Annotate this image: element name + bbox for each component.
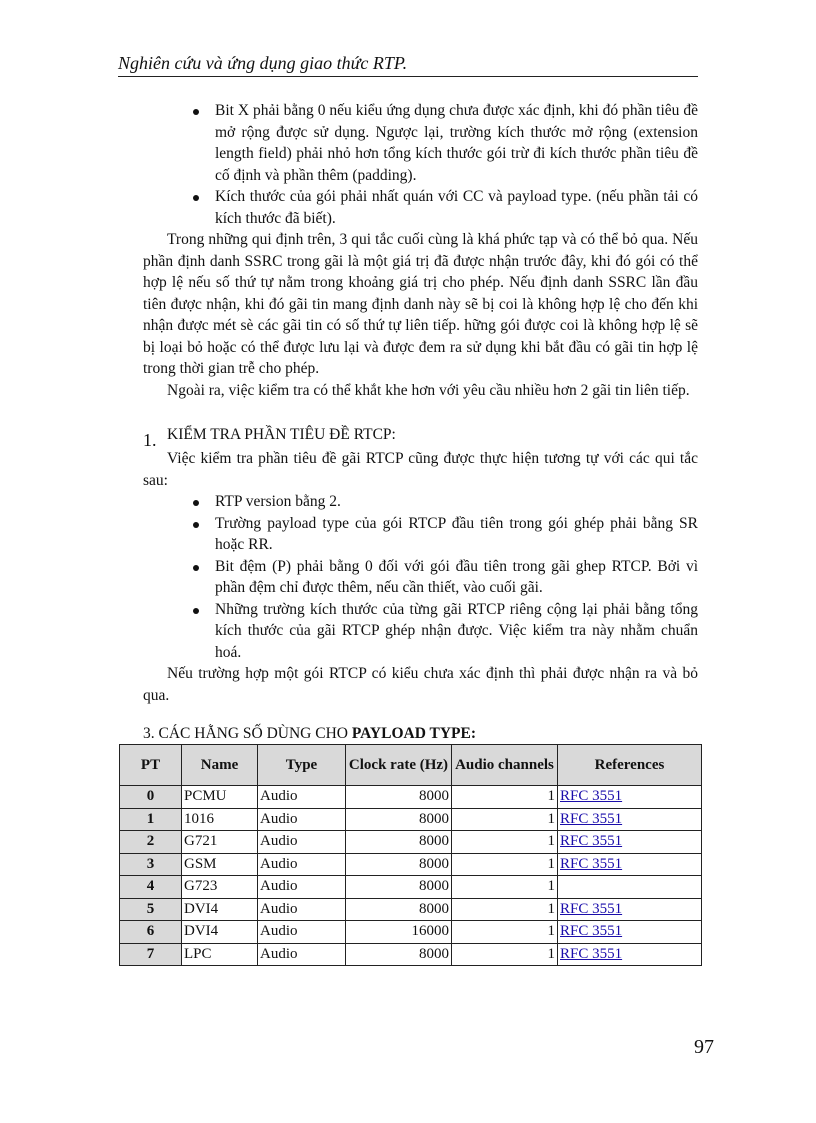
cell-name: G721	[182, 831, 258, 854]
reference-link[interactable]: RFC 3551	[560, 810, 623, 827]
cell-type: Audio	[258, 921, 346, 944]
list-item	[143, 599, 698, 664]
cell-type: Audio	[258, 898, 346, 921]
table-caption-prefix: 3. CÁC HẰNG SỐ DÙNG CHO	[143, 725, 348, 742]
page-header-title: Nghiên cứu và ứng dụng giao thức RTP.	[118, 53, 408, 73]
cell-clock-rate: 8000	[346, 943, 452, 966]
section-number: 1.	[143, 430, 157, 450]
cell-reference	[558, 921, 702, 944]
cell-reference	[558, 943, 702, 966]
cell-clock-rate: 8000	[346, 808, 452, 831]
paragraph-rules-complexity: Trong những qui định trên, 3 qui tắc cuối cùng là khá phức tạp và có thể bỏ qua. Nếu phần định danh SSRC trong gãi là một giá trị đã được nhận trước đây, khi đó gói có thể hợp lệ nếu số thứ tự nằm trong khoảng giá trị cho phép. Nếu định danh SSRC lần đầu tiên được nhận, khi đó gãi tin mang định danh này sẽ bị coi là không hợp lệ cho đến khi nhận được mét sè các gãi tin có số thứ tự liên tiếp. hững gói được coi là không hợp lệ sẽ bị loại bỏ hoặc có thể được lưu lại và được đem ra sử dụng khi bắt đầu có gãi tin hợp lệ trong thời gian trễ cho phép.	[143, 231, 698, 377]
cell-clock-rate: 8000	[346, 786, 452, 809]
column-header-pt: PT	[120, 745, 182, 786]
header-rule	[118, 76, 698, 77]
cell-reference	[558, 808, 702, 831]
list-item-text: Bit đệm (P) phải bằng 0 đối với gói đầu tiên trong gãi ghep RTCP. Bởi vì phần đệm chỉ được thêm, nếu cần thiết, vào cuối gãi.	[215, 557, 698, 596]
table-row	[120, 943, 702, 966]
cell-pt: 0	[120, 786, 182, 809]
cell-audio-channels: 1	[452, 853, 558, 876]
reference-link[interactable]: RFC 3551	[560, 833, 623, 849]
list-item-text: Những trường kích thước của từng gãi RTCP riêng cộng lại phải bằng tổng kích thước của gãi RTCP ghép nhận được. Việc kiểm tra này nhằm chuẩn hoá.	[215, 600, 698, 661]
paragraph-strict-check: Ngoài ra, việc kiểm tra có thể khắt khe hơn với yêu cầu nhiều hơn 2 gãi tin liên tiếp.	[167, 381, 690, 399]
table-body	[120, 786, 702, 966]
cell-pt: 4	[120, 876, 182, 899]
list-item	[143, 491, 698, 513]
cell-clock-rate: 8000	[346, 853, 452, 876]
document-body	[140, 100, 698, 966]
cell-type: Audio	[258, 808, 346, 831]
reference-link[interactable]: RFC 3551	[560, 900, 623, 917]
bullet-icon	[193, 109, 199, 115]
cell-clock-rate: 8000	[346, 831, 452, 854]
column-header-references: References	[558, 745, 702, 786]
table-row	[120, 876, 702, 899]
cell-type: Audio	[258, 876, 346, 899]
cell-audio-channels: 1	[452, 943, 558, 966]
list-item	[143, 513, 698, 556]
cell-clock-rate: 8000	[346, 876, 452, 899]
list-item-text: Bit X phải bằng 0 nếu kiểu ứng dụng chưa được xác định, khi đó phần tiêu đề mở rộng được sử dụng. Ngược lại, trường kích thước mở rộng (extension length field) phải nhỏ hơn tổng kích thước gói trừ đi kích thước phần tiêu đề cố định và phần thêm (padding).	[215, 102, 698, 184]
cell-reference	[558, 898, 702, 921]
cell-type: Audio	[258, 786, 346, 809]
cell-audio-channels: 1	[452, 808, 558, 831]
table-caption-bold: PAYLOAD TYPE:	[351, 725, 477, 742]
bullet-list-packet-rules	[143, 100, 698, 229]
section-title: KIỂM TRA PHẦN TIÊU ĐỀ RTCP:	[167, 426, 396, 443]
column-header-type: Type	[258, 745, 346, 786]
cell-name: G723	[182, 876, 258, 899]
column-header-clock-rate: Clock rate (Hz)	[346, 745, 452, 786]
cell-name: PCMU	[182, 786, 258, 809]
list-item-text: Kích thước của gói phải nhất quán với CC và payload type. (nếu phần tải có kích thước đã biết).	[215, 188, 698, 227]
cell-reference	[558, 876, 702, 899]
section-heading-rtcp	[143, 424, 698, 448]
paragraph-unknown-rtcp: Nếu trường hợp một gói RTCP có kiểu chưa xác định thì phải được nhận ra và bỏ qua.	[143, 665, 698, 704]
list-item	[143, 186, 698, 229]
cell-clock-rate: 8000	[346, 898, 452, 921]
cell-name: LPC	[182, 943, 258, 966]
table-caption	[143, 724, 698, 744]
cell-audio-channels: 1	[452, 898, 558, 921]
cell-name: 1016	[182, 808, 258, 831]
bullet-icon	[193, 195, 199, 201]
reference-link[interactable]: RFC 3551	[560, 855, 623, 872]
cell-name: DVI4	[182, 921, 258, 944]
cell-pt: 7	[120, 943, 182, 966]
table-row	[120, 786, 702, 809]
cell-pt: 1	[120, 808, 182, 831]
reference-link[interactable]: RFC 3551	[560, 945, 623, 962]
column-header-audio-channels: Audio channels	[452, 745, 558, 786]
cell-type: Audio	[258, 853, 346, 876]
cell-name: DVI4	[182, 898, 258, 921]
cell-audio-channels: 1	[452, 876, 558, 899]
table-row	[120, 853, 702, 876]
list-item-text: Trường payload type của gói RTCP đầu tiên trong gói ghép phải bằng SR hoặc RR.	[215, 514, 698, 553]
list-item	[143, 556, 698, 599]
reference-link[interactable]: RFC 3551	[560, 923, 623, 939]
cell-audio-channels: 1	[452, 921, 558, 944]
cell-pt: 6	[120, 921, 182, 944]
cell-clock-rate: 16000	[346, 921, 452, 944]
cell-reference	[558, 786, 702, 809]
table-row	[120, 921, 702, 944]
column-header-name: Name	[182, 745, 258, 786]
table-row	[120, 898, 702, 921]
cell-reference	[558, 853, 702, 876]
bullet-icon	[193, 565, 199, 571]
bullet-icon	[193, 500, 199, 506]
paragraph-rtcp-intro: Việc kiểm tra phần tiêu đề gãi RTCP cũng được thực hiện tương tự với các qui tắc sau:	[143, 450, 698, 489]
table-row	[120, 808, 702, 831]
bullet-icon	[193, 608, 199, 614]
payload-type-table	[119, 744, 702, 966]
cell-audio-channels: 1	[452, 786, 558, 809]
cell-pt: 5	[120, 898, 182, 921]
list-item	[143, 100, 698, 186]
cell-type: Audio	[258, 831, 346, 854]
cell-pt: 2	[120, 831, 182, 854]
page-number: 97	[694, 1036, 714, 1058]
list-item-text: RTP version bằng 2.	[215, 493, 341, 510]
reference-link[interactable]: RFC 3551	[560, 788, 623, 804]
bullet-icon	[193, 522, 199, 528]
cell-audio-channels: 1	[452, 831, 558, 854]
bullet-list-rtcp-rules	[143, 491, 698, 663]
cell-pt: 3	[120, 853, 182, 876]
cell-type: Audio	[258, 943, 346, 966]
cell-name: GSM	[182, 853, 258, 876]
table-row	[120, 831, 702, 854]
cell-reference	[558, 831, 702, 854]
table-header-row	[120, 745, 702, 786]
